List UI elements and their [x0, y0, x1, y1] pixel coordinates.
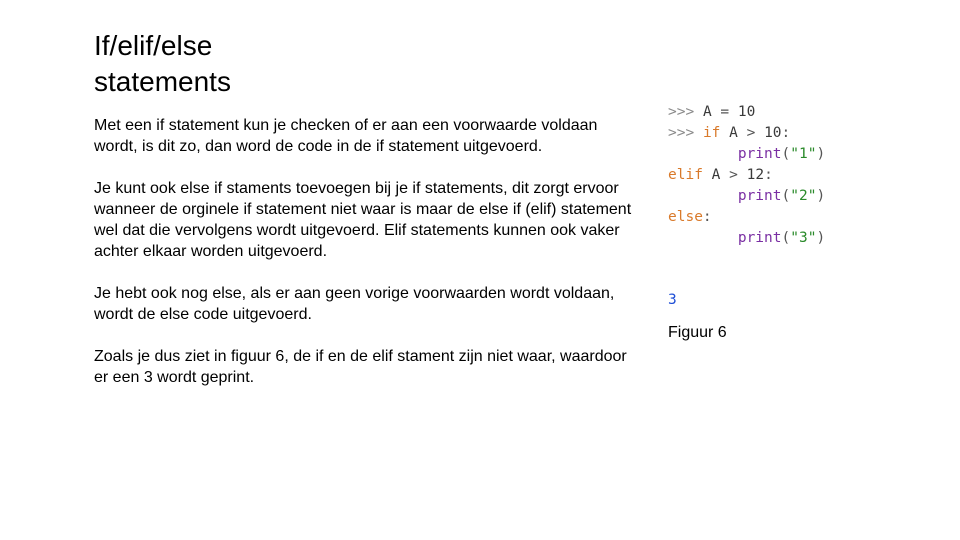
code-gt-op: >: [729, 167, 738, 183]
code-keyword-elif: elif: [668, 167, 703, 183]
code-string: "2": [790, 188, 817, 204]
code-keyword-else: else: [668, 209, 703, 225]
code-var: A: [702, 104, 712, 120]
code-line-print-2: [668, 186, 825, 207]
code-paren: ): [816, 146, 826, 162]
code-figure: [668, 100, 928, 320]
slide-title: [94, 28, 614, 100]
paragraph-if: Met een if statement kun je checken of er aan een voorwaarde voldaan wordt, is dit zo, dan word de code in de if statement uitgevoerd.: [94, 117, 598, 155]
code-assign-op: =: [720, 104, 730, 120]
code-line-assign: [668, 102, 755, 123]
code-line-elif: [668, 165, 773, 186]
code-gt-op: >: [746, 125, 756, 141]
code-paren: ): [816, 230, 826, 246]
body-text: [94, 115, 644, 409]
paragraph-else: Je hebt ook nog else, als er aan geen vorige voorwaarden wordt voldaan, wordt de else code uitgevoerd.: [94, 285, 615, 323]
title-line-2: statements: [94, 66, 231, 97]
code-line-print-1: [668, 144, 825, 165]
code-prompt: >>>: [668, 104, 695, 120]
code-cond-value: 12: [746, 167, 765, 183]
code-output: 3: [668, 292, 677, 308]
code-colon: :: [702, 209, 712, 225]
code-line-if: [668, 123, 790, 144]
code-var: A: [729, 125, 738, 141]
figure-caption: Figuur 6: [668, 324, 727, 341]
code-colon: :: [781, 125, 791, 141]
code-print-fn: print: [737, 188, 782, 204]
code-cond-value: 10: [764, 125, 782, 141]
code-string: "3": [790, 230, 817, 246]
code-line-print-3: [668, 228, 825, 249]
code-paren: (: [781, 188, 791, 204]
code-paren: (: [781, 230, 791, 246]
code-paren: (: [781, 146, 791, 162]
code-line-else: [668, 207, 712, 228]
code-paren: ): [816, 188, 826, 204]
code-colon: :: [764, 167, 773, 183]
title-line-1: If/elif/else: [94, 30, 213, 61]
paragraph-elif: Je kunt ook else if staments toevoegen bij je if statements, dit zorgt ervoor wanneer de orginele if statement niet waar is maar de else if (elif) statement wel dat die vervolgens wordt uitgevoerd. Elif statements kunnen ook vaker achter elkaar worden uitgevoerd.: [94, 180, 632, 260]
code-string: "1": [790, 146, 817, 162]
code-print-fn: print: [737, 230, 782, 246]
code-var: A: [711, 167, 721, 183]
code-keyword-if: if: [702, 125, 721, 141]
code-value: 10: [737, 104, 756, 120]
code-prompt: >>>: [668, 125, 695, 141]
paragraph-conclusion: Zoals je dus ziet in figuur 6, de if en de elif stament zijn niet waar, waardoor er een 3 wordt geprint.: [94, 348, 627, 386]
code-print-fn: print: [737, 146, 782, 162]
